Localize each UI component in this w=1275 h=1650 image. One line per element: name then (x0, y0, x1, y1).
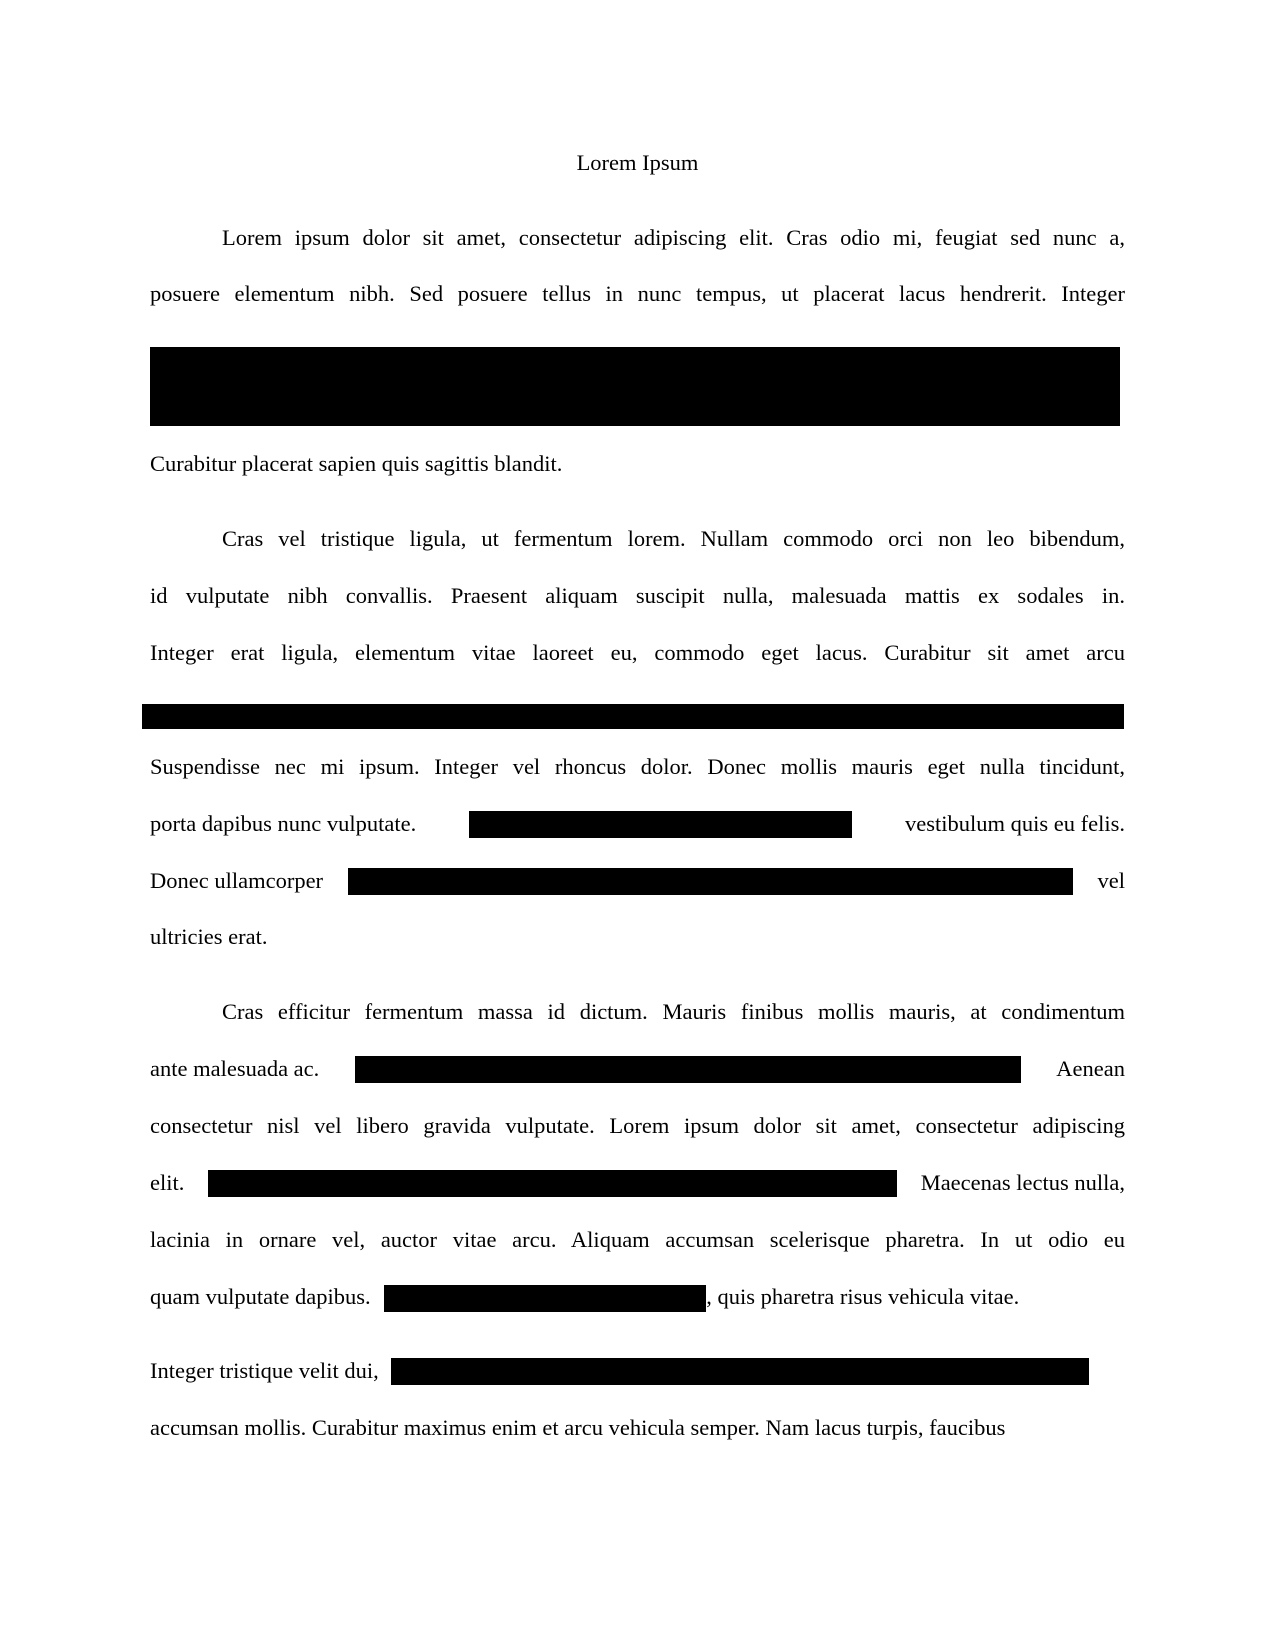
paragraph-1-line-2: posuere elementum nibh. Sed posuere tellus in nunc tempus, ut placerat lacus hendrerit. Integer (150, 281, 1125, 306)
redaction-bar (142, 704, 1124, 729)
paragraph-3-line-3: consectetur nisl vel libero gravida vulputate. Lorem ipsum dolor sit amet, consectetur adipiscing (150, 1113, 1125, 1138)
paragraph-2-line-2: id vulputate nibh convallis. Praesent aliquam suscipit nulla, malesuada mattis ex sodales in. (150, 583, 1125, 608)
paragraph-3-line-6-left: quam vulputate dapibus. (150, 1284, 371, 1309)
paragraph-4-line-1 (150, 1356, 1135, 1386)
inline-redaction (384, 1285, 706, 1312)
inline-redaction (208, 1170, 897, 1197)
paragraph-2-line-6-left: porta dapibus nunc vulputate. (150, 811, 417, 836)
paragraph-3-line-2-right: Aenean (1056, 1056, 1125, 1081)
paragraph-2-line-8: ultricies erat. (150, 924, 268, 949)
paragraph-4-line-2: accumsan mollis. Curabitur maximus enim et arcu vehicula semper. Nam lacus turpis, faucibus (150, 1415, 1006, 1440)
paragraph-4-line-1-left: Integer tristique velit dui, (150, 1358, 379, 1383)
paragraph-3-line-4-right: Maecenas lectus nulla, (920, 1170, 1125, 1195)
document-title: Lorem Ipsum (576, 150, 699, 175)
inline-redaction (355, 1056, 1021, 1083)
paragraph-3-line-1 (150, 997, 1125, 1027)
paragraph-3-line-2-left: ante malesuada ac. (150, 1056, 320, 1081)
paragraph-2-line-6 (150, 809, 1125, 839)
paragraph-3-line-6-right: , quis pharetra risus vehicula vitae. (706, 1284, 1020, 1309)
paragraph-2-line-1-text: Cras vel tristique ligula, ut fermentum lorem. Nullam commodo orci non leo bibendum, (222, 526, 1125, 551)
paragraph-2-line-7-right: vel (1097, 868, 1125, 893)
paragraph-3-line-6 (150, 1282, 1125, 1312)
paragraph-2-line-7 (150, 866, 1125, 896)
paragraph-3-line-2 (150, 1054, 1125, 1084)
paragraph-1-line-1 (150, 223, 1125, 253)
paragraph-1-line-1-text: Lorem ipsum dolor sit amet, consectetur adipiscing elit. Cras odio mi, feugiat sed nunc a, (222, 225, 1125, 250)
paragraph-3-line-4 (150, 1168, 1125, 1198)
inline-redaction (348, 868, 1073, 895)
paragraph-1-line-5: Curabitur placerat sapien quis sagittis blandit. (150, 451, 563, 476)
inline-redaction (391, 1358, 1089, 1385)
paragraph-2-line-6-right: vestibulum quis eu felis. (905, 811, 1125, 836)
paragraph-2-line-5: Suspendisse nec mi ipsum. Integer vel rhoncus dolor. Donec mollis mauris eget nulla tincidunt, (150, 754, 1125, 779)
inline-redaction (469, 811, 852, 838)
paragraph-2-line-7-left: Donec ullamcorper (150, 868, 324, 893)
redaction-block (150, 347, 1120, 426)
paragraph-2-line-1 (150, 524, 1125, 554)
paragraph-2-line-3: Integer erat ligula, elementum vitae laoreet eu, commodo eget lacus. Curabitur sit amet arcu (150, 640, 1125, 665)
paragraph-3-line-4-left: elit. (150, 1170, 185, 1195)
paragraph-3-line-1-text: Cras efficitur fermentum massa id dictum. Mauris finibus mollis mauris, at condimentum (222, 999, 1125, 1024)
paragraph-3-line-5: lacinia in ornare vel, auctor vitae arcu. Aliquam accumsan scelerisque pharetra. In ut odio eu (150, 1227, 1125, 1252)
